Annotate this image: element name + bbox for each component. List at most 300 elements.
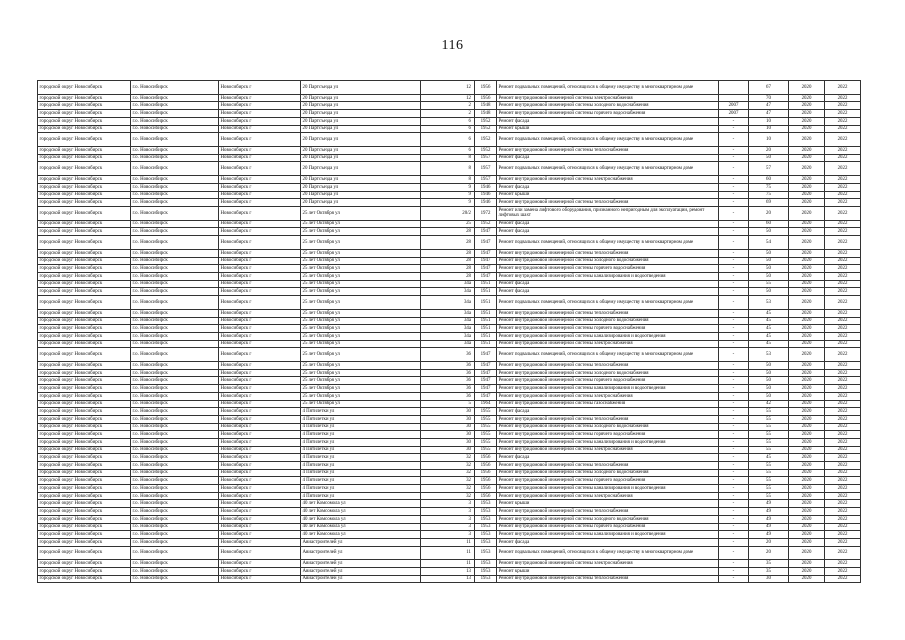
cell-work: Ремонт внутридомовой инженерной системы канализирования и водоотведения — [497, 531, 719, 539]
cell-cost: 45 — [749, 340, 789, 348]
cell-work: Ремонт внутридомовой инженерной системы горячего водоснабжения — [497, 377, 719, 385]
cell-start: 2020 — [789, 462, 825, 470]
table-row — [38, 415, 861, 423]
cell-extra: - — [719, 117, 749, 125]
cell-house: 28 — [421, 228, 475, 236]
cell-start: 2020 — [789, 546, 825, 560]
table-row — [38, 325, 861, 333]
cell-start: 2020 — [789, 340, 825, 348]
cell-locality: г.о. Новосибирск — [131, 162, 219, 176]
cell-cost: 45 — [749, 325, 789, 333]
cell-district: городской округ Новосибирск — [38, 133, 131, 147]
cell-end: 2022 — [825, 147, 861, 155]
cell-end: 2022 — [825, 117, 861, 125]
cell-house: 36 — [421, 348, 475, 362]
cell-end: 2022 — [825, 369, 861, 377]
cell-district: городской округ Новосибирск — [38, 400, 131, 408]
cell-cost: 47 — [749, 102, 789, 110]
cell-street: 25 лет Октября ул — [301, 272, 421, 280]
cell-end: 2022 — [825, 446, 861, 454]
cell-start: 2020 — [789, 228, 825, 236]
cell-street: 25 лет Октября ул — [301, 392, 421, 400]
cell-year: 1946 — [475, 199, 497, 207]
cell-end: 2022 — [825, 288, 861, 296]
cell-year: 1953 — [475, 568, 497, 576]
cell-district: городской округ Новосибирск — [38, 348, 131, 362]
cell-year: 1953 — [475, 523, 497, 531]
cell-extra: - — [719, 257, 749, 265]
cell-district: городской округ Новосибирск — [38, 332, 131, 340]
cell-locality: г.о. Новосибирск — [131, 431, 219, 439]
cell-locality: г.о. Новосибирск — [131, 272, 219, 280]
cell-work: Ремонт фасада — [497, 183, 719, 191]
cell-house: 13 — [421, 575, 475, 583]
cell-district: городской округ Новосибирск — [38, 362, 131, 370]
cell-work: Ремонт фасада — [497, 280, 719, 288]
cell-locality: г.о. Новосибирск — [131, 125, 219, 133]
cell-year: 1955 — [475, 438, 497, 446]
cell-city: Новосибирск г — [219, 94, 301, 102]
cell-street: 25 лет Октября ул — [301, 288, 421, 296]
cell-locality: г.о. Новосибирск — [131, 454, 219, 462]
cell-street: 25 лет Октября ул — [301, 309, 421, 317]
cell-work: Ремонт внутридомовой инженерной системы холодного водоснабжения — [497, 102, 719, 110]
cell-end: 2022 — [825, 492, 861, 500]
cell-extra: - — [719, 272, 749, 280]
cell-extra: - — [719, 332, 749, 340]
cell-house: 3 — [421, 523, 475, 531]
cell-cost: 55 — [749, 469, 789, 477]
cell-extra: - — [719, 485, 749, 493]
cell-cost: 50 — [749, 265, 789, 273]
cell-house: 36 — [421, 369, 475, 377]
cell-start: 2020 — [789, 408, 825, 416]
cell-street: 20 Партсъезда ул — [301, 199, 421, 207]
cell-street: 20 Партсъезда ул — [301, 191, 421, 199]
cell-work: Ремонт внутридомовой инженерной системы канализирования и водоотведения — [497, 332, 719, 340]
cell-end: 2022 — [825, 415, 861, 423]
cell-locality: г.о. Новосибирск — [131, 423, 219, 431]
table-row — [38, 523, 861, 531]
cell-start: 2020 — [789, 531, 825, 539]
cell-end: 2022 — [825, 94, 861, 102]
cell-end: 2022 — [825, 191, 861, 199]
cell-start: 2020 — [789, 369, 825, 377]
cell-locality: г.о. Новосибирск — [131, 385, 219, 393]
cell-year: 1956 — [475, 81, 497, 95]
cell-district: городской округ Новосибирск — [38, 110, 131, 118]
cell-work: Ремонт подвальных помещений, относящихся к общему имуществу в многоквартирном доме — [497, 296, 719, 310]
cell-street: 25 лет Октября ул — [301, 296, 421, 310]
cell-city: Новосибирск г — [219, 560, 301, 568]
cell-street: 4 Пятилетки ул — [301, 462, 421, 470]
cell-extra: - — [719, 500, 749, 508]
cell-district: городской округ Новосибирск — [38, 183, 131, 191]
cell-locality: г.о. Новосибирск — [131, 228, 219, 236]
cell-start: 2020 — [789, 133, 825, 147]
cell-street: 40 лет Комсомола ул — [301, 500, 421, 508]
cell-house: 3 — [421, 500, 475, 508]
cell-extra: - — [719, 446, 749, 454]
cell-work: Ремонт подвальных помещений, относящихся к общему имуществу в многоквартирном доме — [497, 81, 719, 95]
cell-city: Новосибирск г — [219, 317, 301, 325]
cell-work: Ремонт внутридомовой инженерной системы теплоснабжения — [497, 199, 719, 207]
cell-house: 8 — [421, 154, 475, 162]
cell-work: Ремонт крыши — [497, 191, 719, 199]
cell-year: 1951 — [475, 332, 497, 340]
cell-locality: г.о. Новосибирск — [131, 485, 219, 493]
cell-locality: г.о. Новосибирск — [131, 446, 219, 454]
cell-extra: - — [719, 191, 749, 199]
cell-end: 2022 — [825, 515, 861, 523]
cell-house: 30 — [421, 446, 475, 454]
cell-city: Новосибирск г — [219, 408, 301, 416]
cell-house: 6 — [421, 125, 475, 133]
cell-city: Новосибирск г — [219, 162, 301, 176]
cell-cost: 54 — [749, 236, 789, 250]
cell-extra: - — [719, 469, 749, 477]
cell-year: 1952 — [475, 147, 497, 155]
cell-work: Ремонт внутридомовой инженерной системы горячего водоснабжения — [497, 325, 719, 333]
cell-extra: - — [719, 423, 749, 431]
cell-start: 2020 — [789, 377, 825, 385]
cell-district: городской округ Новосибирск — [38, 500, 131, 508]
cell-street: 4 Пятилетки ул — [301, 415, 421, 423]
cell-house: 28 — [421, 265, 475, 273]
cell-cost: 49 — [749, 523, 789, 531]
cell-street: 20 Партсъезда ул — [301, 176, 421, 184]
table-row — [38, 546, 861, 560]
cell-street: Авиастроителей ул — [301, 575, 421, 583]
cell-city: Новосибирск г — [219, 296, 301, 310]
cell-year: 1956 — [475, 477, 497, 485]
cell-cost: 45 — [749, 309, 789, 317]
cell-house: 34а — [421, 280, 475, 288]
cell-extra: - — [719, 492, 749, 500]
cell-cost: 49 — [749, 531, 789, 539]
cell-start: 2020 — [789, 400, 825, 408]
cell-city: Новосибирск г — [219, 515, 301, 523]
cell-end: 2022 — [825, 560, 861, 568]
cell-year: 1948 — [475, 102, 497, 110]
cell-house: 8 — [421, 176, 475, 184]
cell-locality: г.о. Новосибирск — [131, 568, 219, 576]
cell-house: 9 — [421, 191, 475, 199]
cell-extra: - — [719, 154, 749, 162]
cell-work: Ремонт внутридомовой инженерной системы электроснабжения — [497, 94, 719, 102]
cell-work: Ремонт внутридомовой инженерной системы теплоснабжения — [497, 415, 719, 423]
cell-cost: 50 — [749, 257, 789, 265]
cell-locality: г.о. Новосибирск — [131, 147, 219, 155]
cell-start: 2020 — [789, 220, 825, 228]
table-row — [38, 560, 861, 568]
cell-year: 1952 — [475, 117, 497, 125]
cell-cost: 42 — [749, 400, 789, 408]
cell-cost: 55 — [749, 438, 789, 446]
cell-cost: 60 — [749, 176, 789, 184]
cell-end: 2022 — [825, 81, 861, 95]
cell-start: 2020 — [789, 199, 825, 207]
cell-end: 2022 — [825, 257, 861, 265]
cell-city: Новосибирск г — [219, 176, 301, 184]
table-row — [38, 446, 861, 454]
cell-street: 25 лет Октября ул — [301, 265, 421, 273]
cell-cost: 30 — [749, 575, 789, 583]
cell-street: 40 лет Комсомола ул — [301, 523, 421, 531]
cell-end: 2022 — [825, 454, 861, 462]
cell-house: 13 — [421, 568, 475, 576]
cell-year: 1972 — [475, 206, 497, 220]
cell-work: Ремонт крыши — [497, 500, 719, 508]
cell-year: 1947 — [475, 228, 497, 236]
cell-house: 6 — [421, 133, 475, 147]
cell-start: 2020 — [789, 176, 825, 184]
cell-house: 30 — [421, 408, 475, 416]
cell-end: 2022 — [825, 162, 861, 176]
cell-work: Ремонт внутридомовой инженерной системы горячего водоснабжения — [497, 477, 719, 485]
cell-house: 36 — [421, 392, 475, 400]
cell-house: 12 — [421, 94, 475, 102]
cell-street: 20 Партсъезда ул — [301, 110, 421, 118]
cell-work: Ремонт внутридомовой инженерной системы холодного водоснабжения — [497, 257, 719, 265]
cell-end: 2022 — [825, 249, 861, 257]
cell-house: 32 — [421, 454, 475, 462]
cell-extra: - — [719, 236, 749, 250]
cell-cost: 75 — [749, 183, 789, 191]
cell-city: Новосибирск г — [219, 438, 301, 446]
cell-district: городской округ Новосибирск — [38, 191, 131, 199]
cell-start: 2020 — [789, 191, 825, 199]
cell-locality: г.о. Новосибирск — [131, 265, 219, 273]
cell-work: Ремонт внутридомовой инженерной системы холодного водоснабжения — [497, 317, 719, 325]
cell-work: Ремонт подвальных помещений, относящихся к общему имуществу в многоквартирном доме — [497, 162, 719, 176]
cell-house: 9 — [421, 183, 475, 191]
cell-work: Ремонт внутридомовой инженерной системы горячего водоснабжения — [497, 431, 719, 439]
cell-cost: 50 — [749, 154, 789, 162]
table-body — [38, 81, 861, 583]
cell-start: 2020 — [789, 438, 825, 446]
cell-work: Ремонт или замена лифтового оборудования, признанного непригодным для эксплуатации, ремонт лифтовых шахт — [497, 206, 719, 220]
cell-work: Ремонт фасада — [497, 154, 719, 162]
cell-work: Ремонт внутридомовой инженерной системы теплоснабжения — [497, 147, 719, 155]
cell-end: 2022 — [825, 325, 861, 333]
cell-house: 11 — [421, 538, 475, 546]
cell-work: Ремонт внутридомовой инженерной системы электроснабжения — [497, 340, 719, 348]
cell-work: Ремонт фасада — [497, 454, 719, 462]
cell-cost: 55 — [749, 485, 789, 493]
cell-house: 34а — [421, 325, 475, 333]
cell-street: 4 Пятилетки ул — [301, 431, 421, 439]
cell-city: Новосибирск г — [219, 523, 301, 531]
cell-locality: г.о. Новосибирск — [131, 408, 219, 416]
cell-city: Новосибирск г — [219, 485, 301, 493]
cell-extra: - — [719, 575, 749, 583]
table-row — [38, 515, 861, 523]
cell-city: Новосибирск г — [219, 309, 301, 317]
cell-year: 1955 — [475, 446, 497, 454]
table-row — [38, 431, 861, 439]
cell-end: 2022 — [825, 538, 861, 546]
cell-cost: 20 — [749, 147, 789, 155]
cell-extra — [719, 81, 749, 95]
cell-year: 1956 — [475, 462, 497, 470]
cell-start: 2020 — [789, 575, 825, 583]
cell-city: Новосибирск г — [219, 400, 301, 408]
cell-district: городской округ Новосибирск — [38, 469, 131, 477]
cell-street: 20 Партсъезда ул — [301, 117, 421, 125]
cell-year: 1947 — [475, 392, 497, 400]
cell-locality: г.о. Новосибирск — [131, 392, 219, 400]
cell-start: 2020 — [789, 508, 825, 516]
cell-extra: - — [719, 348, 749, 362]
cell-house: 32 — [421, 469, 475, 477]
cell-locality: г.о. Новосибирск — [131, 236, 219, 250]
table-row — [38, 362, 861, 370]
cell-year: 1955 — [475, 423, 497, 431]
cell-year: 1953 — [475, 538, 497, 546]
cell-extra: - — [719, 538, 749, 546]
table-row — [38, 154, 861, 162]
cell-start: 2020 — [789, 272, 825, 280]
cell-locality: г.о. Новосибирск — [131, 110, 219, 118]
cell-start: 2020 — [789, 477, 825, 485]
cell-city: Новосибирск г — [219, 280, 301, 288]
cell-district: городской округ Новосибирск — [38, 102, 131, 110]
repair-program-table — [37, 80, 860, 583]
cell-end: 2022 — [825, 102, 861, 110]
cell-locality: г.о. Новосибирск — [131, 369, 219, 377]
cell-street: 4 Пятилетки ул — [301, 408, 421, 416]
cell-locality: г.о. Новосибирск — [131, 176, 219, 184]
cell-cost: 55 — [749, 423, 789, 431]
cell-district: городской округ Новосибирск — [38, 236, 131, 250]
cell-street: 40 лет Комсомола ул — [301, 515, 421, 523]
cell-cost: 75 — [749, 191, 789, 199]
cell-street: 20 Партсъезда ул — [301, 94, 421, 102]
cell-extra: - — [719, 400, 749, 408]
cell-work: Ремонт внутридомовой инженерной системы холодного водоснабжения — [497, 423, 719, 431]
cell-street: 4 Пятилетки ул — [301, 454, 421, 462]
cell-year: 1952 — [475, 125, 497, 133]
cell-cost: 50 — [749, 392, 789, 400]
cell-cost: 35 — [749, 568, 789, 576]
cell-house: 25 — [421, 220, 475, 228]
cell-house: 28 — [421, 236, 475, 250]
cell-year: 1951 — [475, 309, 497, 317]
cell-start: 2020 — [789, 117, 825, 125]
cell-year: 1947 — [475, 236, 497, 250]
cell-end: 2022 — [825, 508, 861, 516]
table-row — [38, 81, 861, 95]
cell-start: 2020 — [789, 538, 825, 546]
cell-cost: 55 — [749, 446, 789, 454]
cell-start: 2020 — [789, 431, 825, 439]
cell-locality: г.о. Новосибирск — [131, 560, 219, 568]
cell-locality: г.о. Новосибирск — [131, 220, 219, 228]
cell-work: Ремонт крыши — [497, 568, 719, 576]
cell-end: 2022 — [825, 477, 861, 485]
cell-cost: 10 — [749, 125, 789, 133]
cell-city: Новосибирск г — [219, 102, 301, 110]
cell-year: 1951 — [475, 280, 497, 288]
cell-city: Новосибирск г — [219, 462, 301, 470]
table-row — [38, 400, 861, 408]
cell-city: Новосибирск г — [219, 392, 301, 400]
cell-end: 2022 — [825, 340, 861, 348]
cell-start: 2020 — [789, 415, 825, 423]
cell-cost: 60 — [749, 220, 789, 228]
cell-cost: 55 — [749, 415, 789, 423]
table-row — [38, 147, 861, 155]
cell-extra: - — [719, 362, 749, 370]
table-row — [38, 469, 861, 477]
cell-district: городской округ Новосибирск — [38, 560, 131, 568]
cell-work: Ремонт внутридомовой инженерной системы теплоснабжения — [497, 309, 719, 317]
table-row — [38, 385, 861, 393]
cell-locality: г.о. Новосибирск — [131, 199, 219, 207]
cell-end: 2022 — [825, 296, 861, 310]
cell-district: городской округ Новосибирск — [38, 385, 131, 393]
cell-street: 25 лет Октября ул — [301, 377, 421, 385]
cell-locality: г.о. Новосибирск — [131, 317, 219, 325]
cell-extra: - — [719, 508, 749, 516]
cell-house: 34а — [421, 288, 475, 296]
cell-cost: 57 — [749, 162, 789, 176]
table-row — [38, 288, 861, 296]
table-row — [38, 117, 861, 125]
cell-street: 25 лет Октября ул — [301, 249, 421, 257]
cell-extra: - — [719, 340, 749, 348]
cell-cost: 35 — [749, 560, 789, 568]
cell-work: Ремонт внутридомовой инженерной системы электроснабжения — [497, 560, 719, 568]
cell-street: 25 лет Октября ул — [301, 332, 421, 340]
cell-district: городской округ Новосибирск — [38, 228, 131, 236]
cell-end: 2022 — [825, 317, 861, 325]
cell-district: городской округ Новосибирск — [38, 508, 131, 516]
cell-end: 2022 — [825, 438, 861, 446]
cell-cost: 45 — [749, 454, 789, 462]
cell-district: городской округ Новосибирск — [38, 220, 131, 228]
table-row — [38, 133, 861, 147]
table-row — [38, 206, 861, 220]
cell-street: Авиастроителей ул — [301, 538, 421, 546]
cell-house: 36 — [421, 377, 475, 385]
cell-end: 2022 — [825, 423, 861, 431]
cell-locality: г.о. Новосибирск — [131, 523, 219, 531]
cell-extra: - — [719, 431, 749, 439]
cell-extra: - — [719, 162, 749, 176]
cell-work: Ремонт внутридомовой инженерной системы горячего водоснабжения — [497, 265, 719, 273]
cell-extra: - — [719, 228, 749, 236]
cell-cost: 55 — [749, 492, 789, 500]
cell-city: Новосибирск г — [219, 133, 301, 147]
cell-city: Новосибирск г — [219, 415, 301, 423]
cell-locality: г.о. Новосибирск — [131, 492, 219, 500]
cell-cost: 53 — [749, 348, 789, 362]
cell-cost: 10 — [749, 117, 789, 125]
cell-locality: г.о. Новосибирск — [131, 325, 219, 333]
cell-year: 1947 — [475, 272, 497, 280]
cell-locality: г.о. Новосибирск — [131, 508, 219, 516]
cell-work: Ремонт внутридомовой инженерной системы горячего водоснабжения — [497, 110, 719, 118]
cell-extra: - — [719, 220, 749, 228]
cell-district: городской округ Новосибирск — [38, 377, 131, 385]
cell-district: городской округ Новосибирск — [38, 538, 131, 546]
cell-district: городской округ Новосибирск — [38, 568, 131, 576]
cell-extra: - — [719, 568, 749, 576]
cell-cost: 50 — [749, 369, 789, 377]
cell-cost: 50 — [749, 385, 789, 393]
